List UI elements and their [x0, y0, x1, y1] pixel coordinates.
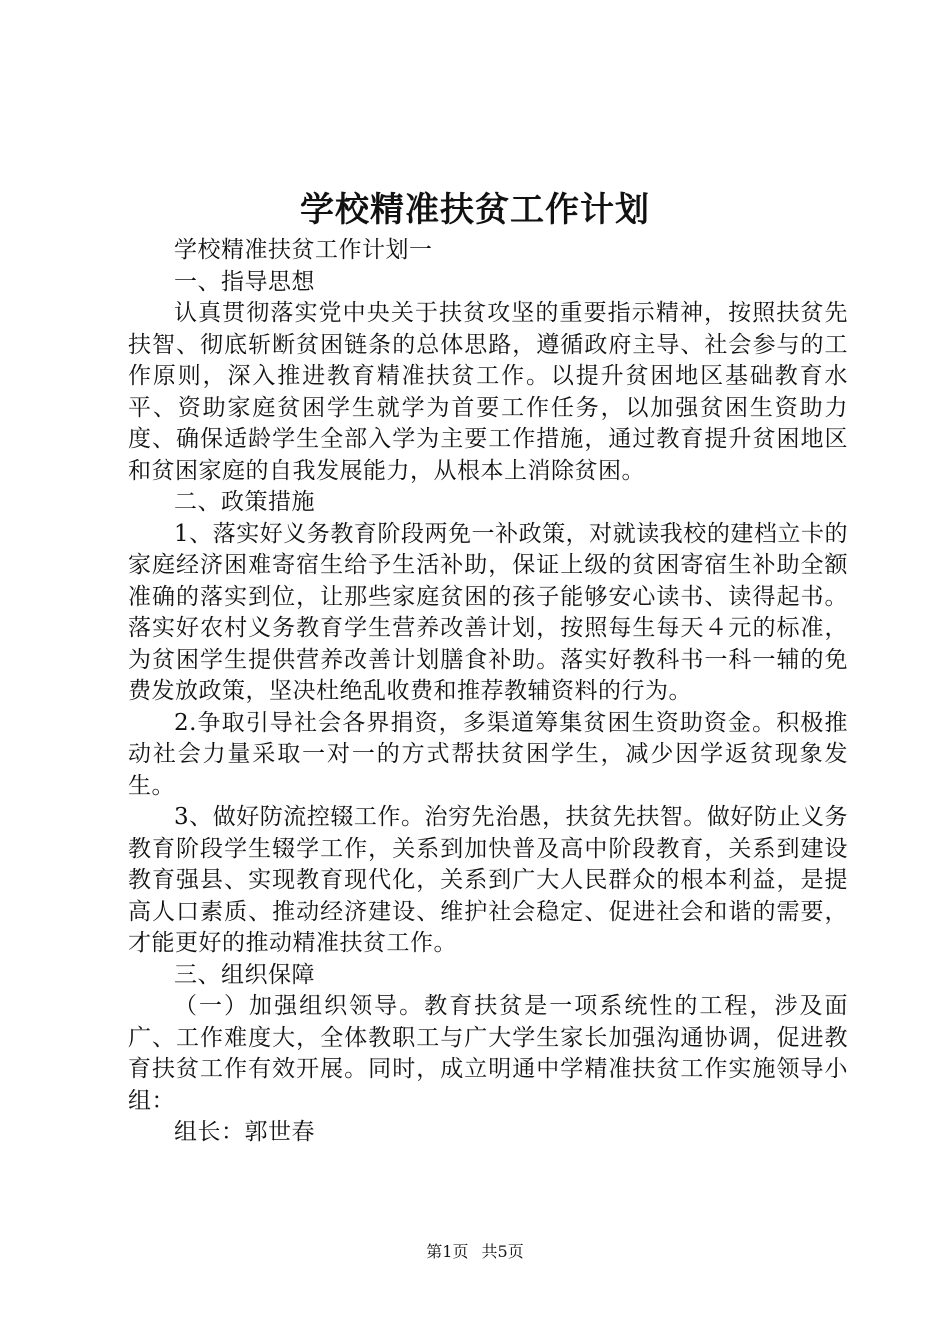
page-footer: [0, 1240, 950, 1264]
paragraph-policy-2: 2.争取引导社会各界捐资，多渠道筹集贫困生资助资金。积极推动社会力量采取一对一的方式帮扶贫困学生，减少因学返贫现象发生。: [128, 709, 848, 799]
section-heading-guiding-thought: 一、指导思想: [174, 268, 315, 295]
section-heading-organization: 三、组织保障: [174, 961, 315, 988]
page-total: 共5页: [481, 1242, 524, 1261]
paragraph-policy-1: 1、落实好义务教育阶段两免一补政策，对就读我校的建档立卡的家庭经济困难寄宿生给予生活补助，保证上级的贫困寄宿生补助全额准确的落实到位，让那些家庭贫困的孩子能够安心读书、读得起书。落实好农村义务教育学生营养改善计划，按照每生每天４元的标准，为贫困学生提供营养改善计划膳食补助。落实好教科书一科一辅的免费发放政策，坚决杜绝乱收费和推荐教辅资料的行为。: [128, 520, 848, 704]
page-number: 第1页: [426, 1242, 469, 1261]
document-title: 学校精准扶贫工作计划: [300, 190, 650, 230]
section-heading-policy-measures: 二、政策措施: [174, 489, 315, 515]
paragraph-guiding-thought: 认真贯彻落实党中央关于扶贫攻坚的重要指示精神，按照扶贫先扶智、彻底斩断贫困链条的总体思路，遵循政府主导、社会参与的工作原则，深入推进教育精准扶贫工作。以提升贫困地区基础教育水平、资助家庭贫困学生就学为首要工作任务，以加强贫困生资助力度、确保适龄学生全部入学为主要工作措施，通过教育提升贫困地区和贫困家庭的自我发展能力，从根本上消除贫困。: [128, 300, 848, 484]
paragraph-subtitle: 学校精准扶贫工作计划一: [174, 237, 433, 263]
paragraph-organization-1: （一）加强组织领导。教育扶贫是一项系统性的工程，涉及面广、工作难度大，全体教职工与广大学生家长加强沟通协调，促进教育扶贫工作有效开展。同时，成立明通中学精准扶贫工作实施领导小组：: [128, 993, 848, 1114]
document-body: [128, 235, 848, 1149]
paragraph-policy-3: 3、做好防流控辍工作。治穷先治愚，扶贫先扶智。做好防止义务教育阶段学生辍学工作，关系到加快普及高中阶段教育，关系到建设教育强县、实现教育现代化，关系到广大人民群众的根本利益，是提高人口素质、推动经济建设、维护社会稳定、促进社会和谐的需要，才能更好的推动精准扶贫工作。: [128, 804, 848, 956]
paragraph-team-leader: 组长：郭世春: [174, 1119, 315, 1145]
